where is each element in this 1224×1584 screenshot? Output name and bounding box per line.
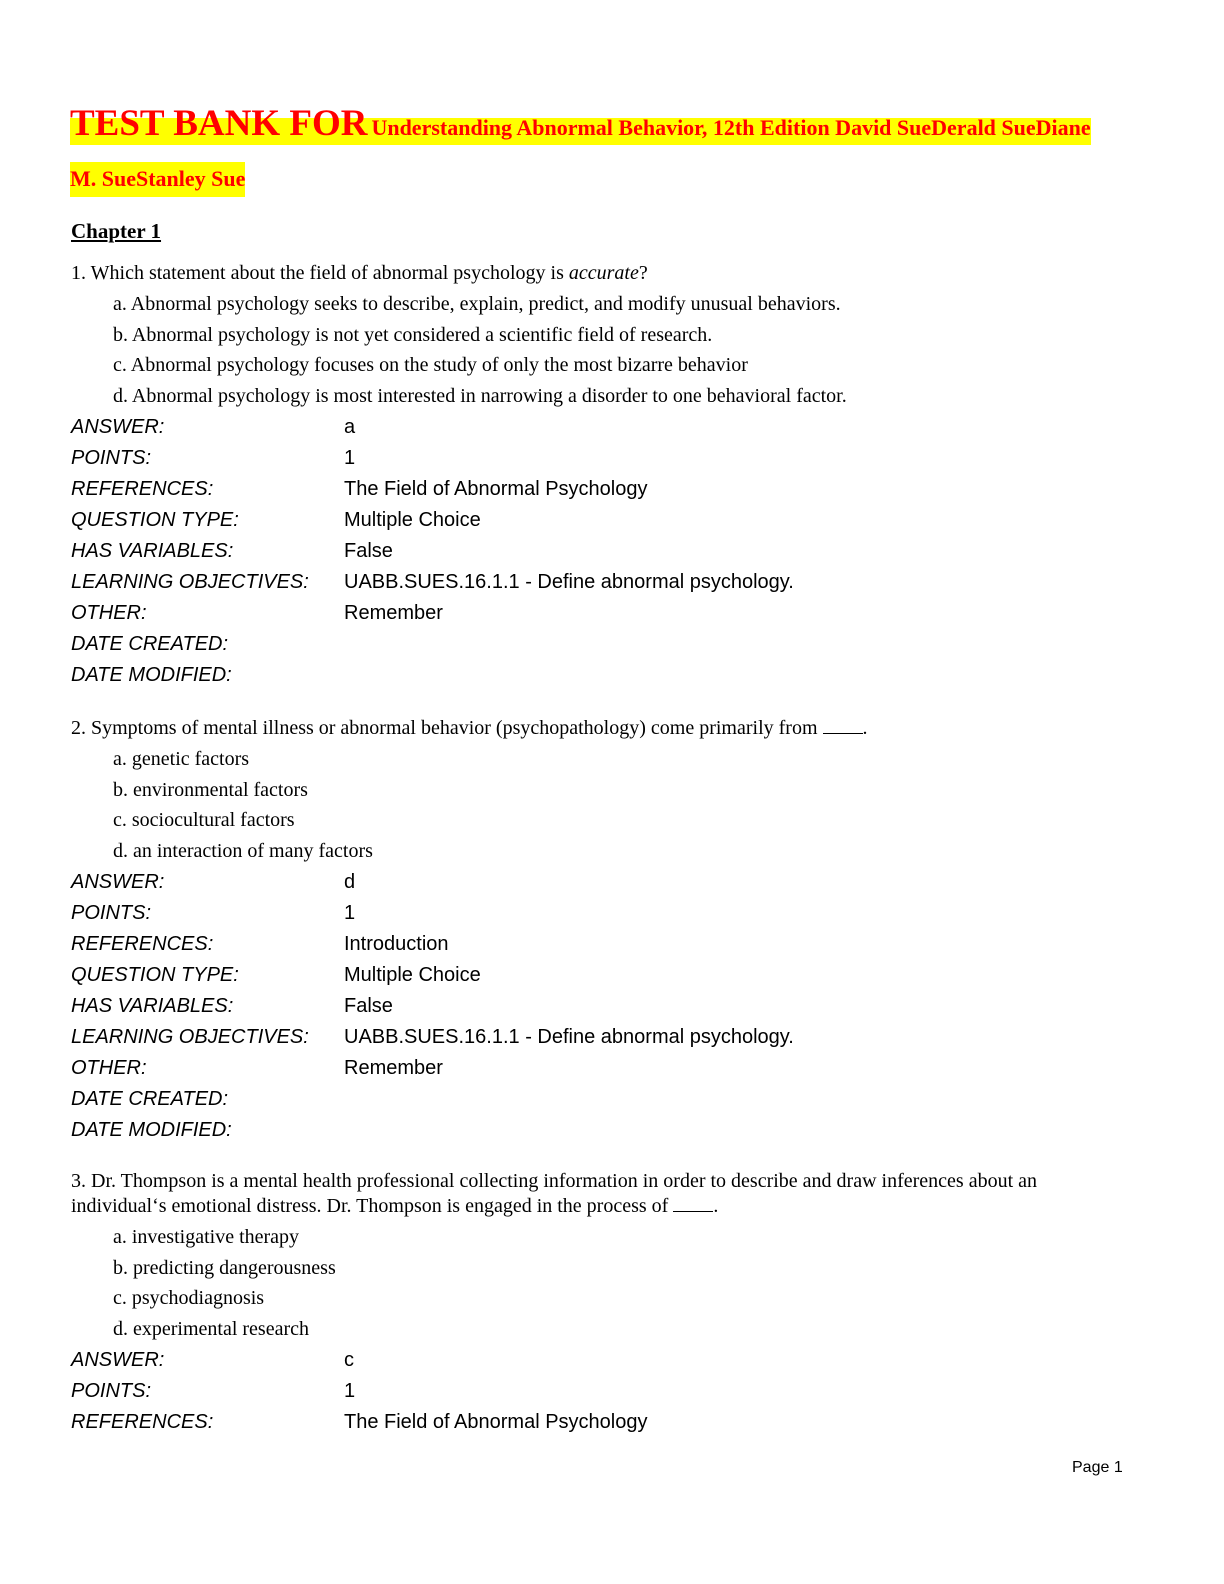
- meta-answer: ANSWER: d: [71, 871, 356, 893]
- question-3: [71, 1169, 1151, 1438]
- meta-learning-objectives: LEARNING OBJECTIVES: UABB.SUES.16.1.1 - Define abnormal psychology.: [71, 571, 794, 593]
- meta-has-variables: HAS VARIABLES: False: [71, 540, 393, 562]
- option-c: c. sociocultural factors: [113, 809, 295, 831]
- question-stem: 2. Symptoms of mental illness or abnormal behavior (psychopathology) come primarily from .: [71, 717, 868, 739]
- meta-references: REFERENCES: The Field of Abnormal Psychology: [71, 478, 648, 500]
- meta-points: POINTS: 1: [71, 1380, 356, 1402]
- answer-options: [71, 1222, 1151, 1344]
- title-prefix: TEST BANK FOR: [70, 103, 368, 144]
- fill-in-blank: [823, 716, 863, 734]
- question-2: [71, 716, 1151, 1146]
- option-a: a. Abnormal psychology seeks to describe, explain, predict, and modify unusual behaviors.: [113, 293, 841, 315]
- title-line-2: M. SueStanley Sue: [70, 162, 245, 197]
- emphasis-word: accurate: [568, 262, 639, 284]
- question-1: [71, 261, 1151, 691]
- question-stem: 1. Which statement about the field of abnormal psychology is accurate?: [71, 262, 648, 284]
- chapter-heading: Chapter 1: [71, 219, 162, 243]
- option-d: d. Abnormal psychology is most interested in narrowing a disorder to one behavioral factor.: [113, 384, 847, 407]
- option-c: c. psychodiagnosis: [113, 1287, 265, 1309]
- meta-answer: ANSWER: c: [71, 1349, 354, 1371]
- option-b: b. Abnormal psychology is not yet considered a scientific field of research.: [113, 323, 713, 346]
- meta-references: REFERENCES: Introduction: [71, 933, 449, 955]
- document-title: [70, 100, 1160, 203]
- meta-other: OTHER: Remember: [71, 1057, 443, 1079]
- meta-date-created: DATE CREATED:: [71, 633, 229, 655]
- meta-question-type: QUESTION TYPE: Multiple Choice: [71, 509, 481, 531]
- option-a: a. genetic factors: [113, 748, 250, 770]
- option-d: d. experimental research: [113, 1317, 310, 1340]
- title-line-1: Understanding Abnormal Behavior, 12th Edition David SueDerald SueDiane: [371, 115, 1091, 140]
- meta-learning-objectives: LEARNING OBJECTIVES: UABB.SUES.16.1.1 - Define abnormal psychology.: [71, 1026, 794, 1048]
- page-number: Page 1: [1072, 1459, 1123, 1476]
- meta-date-created: DATE CREATED:: [71, 1088, 229, 1110]
- option-b: b. predicting dangerousness: [113, 1256, 336, 1279]
- question-metadata: [71, 867, 1151, 1146]
- meta-other: OTHER: Remember: [71, 602, 443, 624]
- meta-points: POINTS: 1: [71, 447, 356, 469]
- meta-date-modified: DATE MODIFIED:: [71, 1119, 232, 1141]
- fill-in-blank: [673, 1194, 713, 1212]
- option-d: d. an interaction of many factors: [113, 839, 373, 862]
- option-c: c. Abnormal psychology focuses on the study of only the most bizarre behavior: [113, 354, 748, 376]
- meta-answer: ANSWER: a: [71, 416, 356, 438]
- question-stem: 3. Dr. Thompson is a mental health professional collecting information in order to describe and draw inferences about an individual‘s emotional distress. Dr. Thompson is engaged in the process of .: [71, 1170, 1038, 1217]
- option-a: a. investigative therapy: [113, 1226, 300, 1248]
- option-b: b. environmental factors: [113, 778, 308, 801]
- meta-question-type: QUESTION TYPE: Multiple Choice: [71, 964, 481, 986]
- answer-options: [71, 744, 1151, 866]
- meta-has-variables: HAS VARIABLES: False: [71, 995, 393, 1017]
- meta-date-modified: DATE MODIFIED:: [71, 664, 232, 686]
- meta-references: REFERENCES: The Field of Abnormal Psychology: [71, 1411, 648, 1433]
- question-metadata: [71, 412, 1151, 691]
- question-metadata: [71, 1345, 1151, 1438]
- answer-options: [71, 289, 1151, 411]
- meta-points: POINTS: 1: [71, 902, 356, 924]
